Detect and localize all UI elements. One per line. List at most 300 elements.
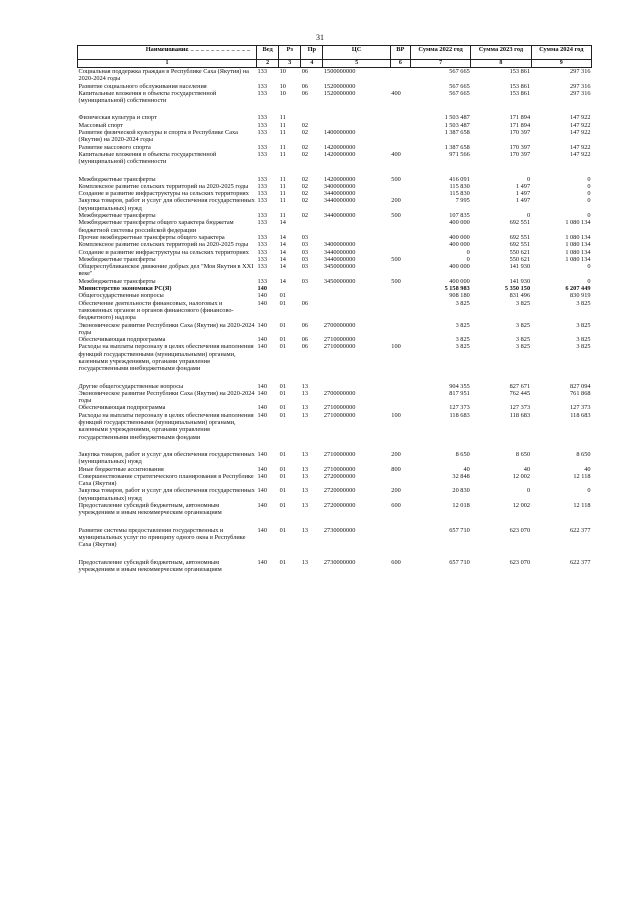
table-row	[78, 412, 592, 441]
row-cs: 2720000000	[323, 487, 356, 495]
row-pr: 13	[301, 411, 309, 419]
row-sum-2022: 115 830	[449, 182, 470, 190]
row-vr	[390, 122, 410, 129]
row-sum-2023: 550 621	[509, 255, 531, 263]
table-row	[78, 122, 592, 129]
row-name: Совершенствование стратегического планирования в Республике Саха (Якутия)	[78, 472, 254, 488]
row-sum-2022: 5 158 983	[444, 285, 470, 293]
row-name: Межбюджетные трансферты	[78, 212, 156, 220]
row-rz: 11	[279, 175, 286, 183]
row-cs: 3400000000	[323, 182, 356, 190]
row-name: Развитие массового спорта	[78, 143, 151, 151]
row-vr	[390, 83, 410, 90]
spacer-cell	[78, 166, 592, 176]
row-rz: 01	[279, 558, 286, 566]
row-sum-2022: 1 387 658	[444, 143, 470, 151]
row-name: Межбюджетные трансферты	[78, 277, 156, 285]
row-vr: 400	[391, 150, 401, 158]
row-vr	[390, 383, 410, 390]
row-pr: 03	[301, 248, 309, 256]
row-sum-2023: 692 551	[509, 219, 531, 227]
row-sum-2024: 1 080 134	[565, 248, 591, 256]
row-ved: 140	[257, 526, 267, 534]
row-sum-2023: 0	[526, 487, 531, 495]
row-cs: 3440000000	[323, 190, 356, 198]
spacer-row	[78, 549, 592, 559]
row-cs: 1420000000	[323, 143, 356, 151]
row-name: Создание и развитие инфраструктуры на сельских территориях	[78, 190, 249, 198]
row-sum-2024: 0	[587, 175, 591, 183]
row-sum-2023: 623 070	[509, 558, 531, 566]
row-sum-2023: 3 825	[515, 299, 531, 307]
row-cs: 2710000000	[323, 336, 356, 344]
row-sum-2023: 171 894	[509, 114, 531, 122]
row-sum-2024: 12 118	[573, 472, 591, 480]
row-sum-2024: 147 922	[570, 114, 591, 122]
row-rz: 14	[279, 277, 286, 285]
table-row	[78, 151, 592, 166]
row-sum-2024: 1 080 134	[565, 241, 591, 249]
row-rz: 01	[279, 465, 286, 473]
table-row	[78, 263, 592, 278]
spacer-cell	[78, 441, 592, 451]
row-name: Иные бюджетные ассигнования	[78, 465, 164, 473]
header-pr: Пр	[301, 46, 323, 60]
row-name: Общегосударственные вопросы	[78, 292, 164, 300]
row-vr	[390, 390, 410, 405]
row-ved: 133	[257, 219, 267, 227]
row-rz: 01	[279, 411, 286, 419]
table-row	[78, 300, 592, 322]
table-row	[78, 129, 592, 144]
row-cs: 3440000000	[323, 212, 356, 220]
row-sum-2024: 297 316	[570, 68, 591, 75]
row-sum-2022: 657 710	[449, 526, 470, 534]
row-sum-2022: 400 000	[449, 263, 470, 271]
row-ved: 133	[257, 277, 267, 285]
row-sum-2023: 153 861	[509, 89, 531, 97]
header-sum-2023: Сумма 2023 год	[471, 46, 531, 60]
row-sum-2023: 118 683	[509, 411, 531, 419]
row-sum-2023: 1 497	[515, 190, 531, 198]
row-pr: 13	[301, 382, 309, 390]
row-sum-2023: 762 445	[509, 389, 531, 397]
row-sum-2022: 416 091	[449, 175, 470, 183]
row-sum-2023: 12 002	[512, 502, 531, 510]
row-sum-2024: 147 922	[570, 143, 591, 151]
row-sum-2024: 0	[587, 487, 591, 495]
row-pr	[301, 114, 323, 121]
row-rz: 01	[279, 472, 286, 480]
row-ved: 140	[257, 404, 267, 412]
row-ved: 140	[257, 450, 267, 458]
row-rz: 14	[279, 248, 286, 256]
row-vr	[390, 219, 410, 234]
row-cs: 2710000000	[323, 465, 356, 473]
row-sum-2024: 297 316	[570, 89, 591, 97]
row-name: Создание и развитие инфраструктуры на сельских территориях	[78, 248, 249, 256]
row-vr	[390, 300, 410, 322]
row-rz: 10	[279, 68, 286, 75]
row-ved: 133	[257, 255, 267, 263]
row-ved: 133	[257, 197, 267, 205]
row-pr: 06	[301, 343, 309, 351]
row-pr: 02	[301, 129, 309, 137]
row-sum-2023: 127 373	[509, 404, 531, 412]
row-sum-2024: 147 922	[570, 150, 591, 158]
table-row	[78, 249, 592, 256]
row-pr: 03	[301, 277, 309, 285]
spacer-row	[78, 104, 592, 114]
row-sum-2024: 297 316	[570, 82, 591, 90]
row-vr: 100	[391, 411, 401, 419]
row-vr: 600	[391, 558, 401, 566]
row-vr	[390, 68, 410, 83]
row-pr: 13	[301, 487, 309, 495]
row-ved: 133	[257, 190, 267, 198]
row-name: Общереспубликанское движение добрых дел "Моя Якутия в XXI веке"	[78, 263, 254, 278]
row-rz: 11	[279, 129, 286, 137]
row-sum-2024: 12 118	[573, 502, 591, 510]
row-sum-2022: 400 000	[449, 219, 470, 227]
table-row	[78, 285, 592, 292]
row-name: Обеспечивающая подпрограмма	[78, 404, 166, 412]
col-number: 7	[410, 60, 470, 68]
row-sum-2022: 118 683	[449, 411, 470, 419]
table-row	[78, 390, 592, 405]
row-cs: 2710000000	[323, 411, 356, 419]
row-pr: 13	[301, 472, 309, 480]
row-name: Капитальные вложения в объекты государственной (муниципальной) собственности	[78, 89, 217, 105]
row-rz: 11	[279, 150, 286, 158]
row-name: Комплексное развитие сельских территорий на 2020-2025 годы	[78, 241, 249, 249]
row-sum-2023: 8 650	[515, 450, 531, 458]
row-sum-2024: 622 377	[570, 558, 591, 566]
row-sum-2024: 1 080 134	[565, 219, 591, 227]
row-sum-2023: 170 397	[509, 143, 531, 151]
row-cs: 2710000000	[323, 343, 356, 351]
row-pr: 03	[301, 263, 309, 271]
row-sum-2024: 127 373	[570, 404, 591, 412]
row-vr: 400	[391, 89, 401, 97]
row-sum-2023: 5 350 150	[504, 285, 531, 293]
spacer-row	[78, 517, 592, 527]
row-cs: 1420000000	[323, 175, 356, 183]
table-row	[78, 559, 592, 574]
row-sum-2023: 1 497	[515, 182, 531, 190]
table-row	[78, 322, 592, 337]
row-cs: 2710000000	[323, 404, 356, 412]
row-ved: 140	[257, 487, 267, 495]
row-cs: 1520000000	[323, 89, 356, 97]
table-row	[78, 343, 592, 372]
row-ved: 133	[257, 129, 267, 137]
table-row	[78, 241, 592, 248]
row-cs: 1500000000	[323, 68, 356, 75]
row-sum-2022: 567 665	[449, 68, 470, 75]
row-sum-2023: 153 861	[509, 68, 531, 75]
row-name: Межбюджетные трансферты	[78, 255, 156, 263]
row-sum-2023: 831 496	[509, 292, 531, 300]
row-pr: 02	[301, 190, 309, 198]
table-row	[78, 114, 592, 121]
row-pr: 06	[301, 82, 309, 90]
col-number: 4	[301, 60, 323, 68]
row-pr: 06	[301, 299, 309, 307]
row-name: Обеспечивающая подпрограмма	[78, 336, 166, 344]
row-ved: 133	[257, 248, 267, 256]
column-number-row	[78, 60, 592, 68]
row-ved: 133	[257, 175, 267, 183]
header-vr: ВР	[390, 46, 410, 60]
row-sum-2022: 908 180	[449, 292, 470, 300]
row-sum-2022: 904 355	[449, 382, 470, 390]
row-ved: 140	[257, 389, 267, 397]
row-vr: 800	[391, 465, 401, 473]
row-name: Расходы на выплаты персоналу в целях обеспечения выполнения функций государственными (муниципальными) органами, казенными учреждениями, органами управления государственными внебюджетными фондами	[78, 411, 254, 441]
row-rz: 01	[279, 450, 286, 458]
row-pr: 02	[301, 182, 309, 190]
row-name: Прочие межбюджетные трансферты общего характера	[78, 233, 225, 241]
row-vr	[390, 183, 410, 190]
row-sum-2024: 1 080 134	[565, 233, 591, 241]
row-vr	[390, 190, 410, 197]
row-sum-2023: 3 825	[515, 336, 531, 344]
row-vr	[390, 336, 410, 343]
row-ved: 140	[257, 321, 267, 329]
row-pr: 06	[301, 321, 309, 329]
row-rz: 10	[279, 82, 286, 90]
row-rz	[279, 285, 301, 292]
row-vr	[390, 285, 410, 292]
row-pr: 06	[301, 68, 309, 75]
spacer-cell	[78, 104, 592, 114]
row-sum-2022: 400 000	[449, 233, 470, 241]
table-row	[78, 256, 592, 263]
spacer-row	[78, 441, 592, 451]
row-pr: 13	[301, 389, 309, 397]
row-sum-2024: 3 825	[576, 299, 591, 307]
row-sum-2023: 3 825	[515, 321, 531, 329]
table-row	[78, 176, 592, 183]
row-sum-2023: 623 070	[509, 526, 531, 534]
row-vr	[390, 129, 410, 144]
row-name: Экономическое развитие Республики Саха (Якутия) на 2020-2024 годы	[78, 389, 255, 405]
row-pr: 13	[301, 450, 309, 458]
row-sum-2023: 40	[523, 465, 531, 473]
row-ved: 140	[257, 411, 267, 419]
table-row	[78, 466, 592, 473]
row-sum-2024: 147 922	[570, 121, 591, 129]
row-sum-2024: 3 825	[576, 343, 591, 351]
row-sum-2022: 1 503 487	[444, 121, 470, 129]
row-cs: 2710000000	[323, 450, 356, 458]
row-rz: 11	[279, 143, 286, 151]
row-vr	[390, 404, 410, 411]
row-vr	[390, 249, 410, 256]
row-pr: 13	[301, 526, 309, 534]
row-pr: 13	[301, 465, 309, 473]
table-row	[78, 219, 592, 234]
row-sum-2022: 127 373	[449, 404, 470, 412]
row-sum-2022: 107 835	[449, 212, 470, 220]
row-ved: 140	[257, 472, 267, 480]
row-sum-2024: 830 919	[570, 292, 591, 300]
row-sum-2024: 3 825	[576, 321, 591, 329]
row-ved: 140	[257, 465, 267, 473]
row-rz: 14	[279, 233, 286, 241]
row-vr: 500	[391, 277, 401, 285]
row-cs: 2730000000	[323, 526, 356, 534]
row-vr	[390, 322, 410, 337]
row-cs: 3440000000	[323, 255, 356, 263]
row-vr	[390, 241, 410, 248]
header-name: Наименование	[78, 46, 257, 60]
row-sum-2024: 0	[587, 277, 591, 285]
row-sum-2024: 827 094	[570, 382, 591, 390]
row-pr: 02	[301, 175, 309, 183]
row-vr: 100	[391, 343, 401, 351]
row-sum-2022: 0	[466, 248, 470, 256]
spacer-cell	[78, 549, 592, 559]
row-sum-2024: 1 080 134	[565, 255, 591, 263]
table-row	[78, 487, 592, 502]
row-rz: 01	[279, 299, 286, 307]
row-name: Социальная поддержка граждан в Республике Саха (Якутия) на 2020-2024 годы	[78, 68, 249, 83]
row-sum-2023: 170 397	[509, 150, 531, 158]
row-cs	[323, 300, 390, 322]
col-number: 1	[78, 60, 257, 68]
row-cs	[323, 292, 390, 299]
row-sum-2022: 0	[466, 255, 470, 263]
spacer-cell	[78, 373, 592, 383]
row-pr: 06	[301, 336, 309, 344]
row-name: Расходы на выплаты персоналу в целях обеспечения выполнения функций государственными (муниципальными) органами, казенными учреждениями, органами управления государственными внебюджетными фондами	[78, 343, 254, 373]
row-cs	[323, 219, 390, 234]
row-ved: 140	[257, 502, 267, 510]
row-rz: 01	[279, 404, 286, 412]
row-name: Развитие физической культуры и спорта в Республике Саха (Якутия) на 2020-2024 годы	[78, 129, 238, 144]
row-sum-2024: 0	[587, 212, 591, 220]
table-row	[78, 190, 592, 197]
row-sum-2022: 567 665	[449, 82, 470, 90]
row-sum-2022: 32 848	[452, 472, 470, 480]
table-row	[78, 197, 592, 212]
row-vr: 200	[391, 487, 401, 495]
row-name: Развитие социального обслуживания населения	[78, 82, 207, 90]
row-pr: 13	[301, 558, 309, 566]
row-vr	[390, 527, 410, 549]
row-rz: 11	[279, 212, 286, 220]
row-name: Капитальные вложения в объекты государственной (муниципальной) собственности	[78, 150, 217, 166]
row-rz: 10	[279, 89, 286, 97]
row-ved: 140	[257, 299, 267, 307]
budget-table	[77, 45, 592, 573]
table-row	[78, 383, 592, 390]
row-cs	[323, 285, 390, 292]
row-sum-2022: 3 825	[455, 299, 470, 307]
page-number: 31	[316, 33, 324, 42]
row-sum-2022: 657 710	[449, 558, 470, 566]
col-number: 5	[323, 60, 390, 68]
row-sum-2022: 971 566	[449, 150, 470, 158]
row-ved: 133	[257, 68, 267, 75]
row-vr	[390, 234, 410, 241]
row-ved: 140	[257, 292, 267, 300]
row-ved: 140	[257, 343, 267, 351]
row-name: Межбюджетные трансферты	[78, 175, 156, 183]
row-name: Министерство экономики РС(Я)	[78, 285, 172, 293]
row-ved: 140	[257, 285, 267, 293]
row-sum-2024: 40	[584, 465, 591, 473]
row-sum-2023: 153 861	[509, 82, 531, 90]
row-sum-2024: 0	[587, 263, 591, 271]
row-sum-2023: 141 930	[509, 263, 531, 271]
row-sum-2024: 147 922	[570, 129, 591, 137]
row-sum-2024: 3 825	[576, 336, 591, 344]
header-ved: Вед	[257, 46, 279, 60]
row-cs	[323, 383, 390, 390]
row-sum-2022: 3 825	[455, 336, 470, 344]
row-pr: 13	[301, 502, 309, 510]
row-sum-2023: 0	[526, 212, 531, 220]
table-row	[78, 527, 592, 549]
row-sum-2022: 7 995	[455, 197, 470, 205]
row-ved: 140	[257, 382, 267, 390]
row-vr	[390, 263, 410, 278]
col-number: 3	[279, 60, 301, 68]
row-rz: 11	[279, 182, 286, 190]
table-body	[78, 68, 592, 574]
row-sum-2023: 692 551	[509, 241, 531, 249]
row-rz: 01	[279, 292, 286, 300]
row-cs: 2720000000	[323, 502, 356, 510]
row-sum-2024: 118 683	[570, 411, 591, 419]
row-name: Комплексное развитие сельских территорий на 2020-2025 годы	[78, 182, 249, 190]
row-name: Предоставление субсидий бюджетным, автономным учреждениям и иным некоммерческим организациям	[78, 558, 222, 573]
row-sum-2022: 817 951	[449, 389, 470, 397]
row-sum-2022: 400 000	[449, 241, 470, 249]
row-rz: 11	[279, 190, 286, 198]
row-sum-2022: 3 825	[455, 321, 470, 329]
table-row	[78, 83, 592, 90]
row-name: Межбюджетные трансферты общего характера бюджетам бюджетной системы российской федерации	[78, 219, 234, 234]
row-ved: 133	[257, 150, 267, 158]
spacer-cell	[78, 517, 592, 527]
row-cs: 2730000000	[323, 558, 356, 566]
row-ved: 133	[257, 212, 267, 220]
row-rz: 01	[279, 502, 286, 510]
row-pr: 02	[301, 197, 309, 205]
row-sum-2022: 40	[463, 465, 470, 473]
row-pr: 02	[301, 212, 309, 220]
row-ved: 133	[257, 182, 267, 190]
row-ved: 133	[257, 82, 267, 90]
row-sum-2022: 1 503 487	[444, 114, 470, 122]
row-sum-2023: 692 551	[509, 233, 531, 241]
row-ved: 140	[257, 558, 267, 566]
row-sum-2023: 1 497	[515, 197, 531, 205]
row-name: Другие общегосударственные вопросы	[78, 382, 184, 390]
row-ved: 133	[257, 263, 267, 271]
row-sum-2023: 550 621	[509, 248, 531, 256]
row-name: Физическая культура и спорт	[78, 114, 157, 122]
row-name: Экономическое развитие Республики Саха (Якутия) на 2020-2024 годы	[78, 321, 255, 336]
table-row	[78, 404, 592, 411]
row-rz: 14	[279, 241, 286, 249]
row-sum-2022: 1 387 658	[444, 129, 470, 137]
row-name: Развитие системы предоставления государственных и муниципальных услуг по принципу одного окна в Республике Саха (Якутия)	[78, 526, 246, 549]
